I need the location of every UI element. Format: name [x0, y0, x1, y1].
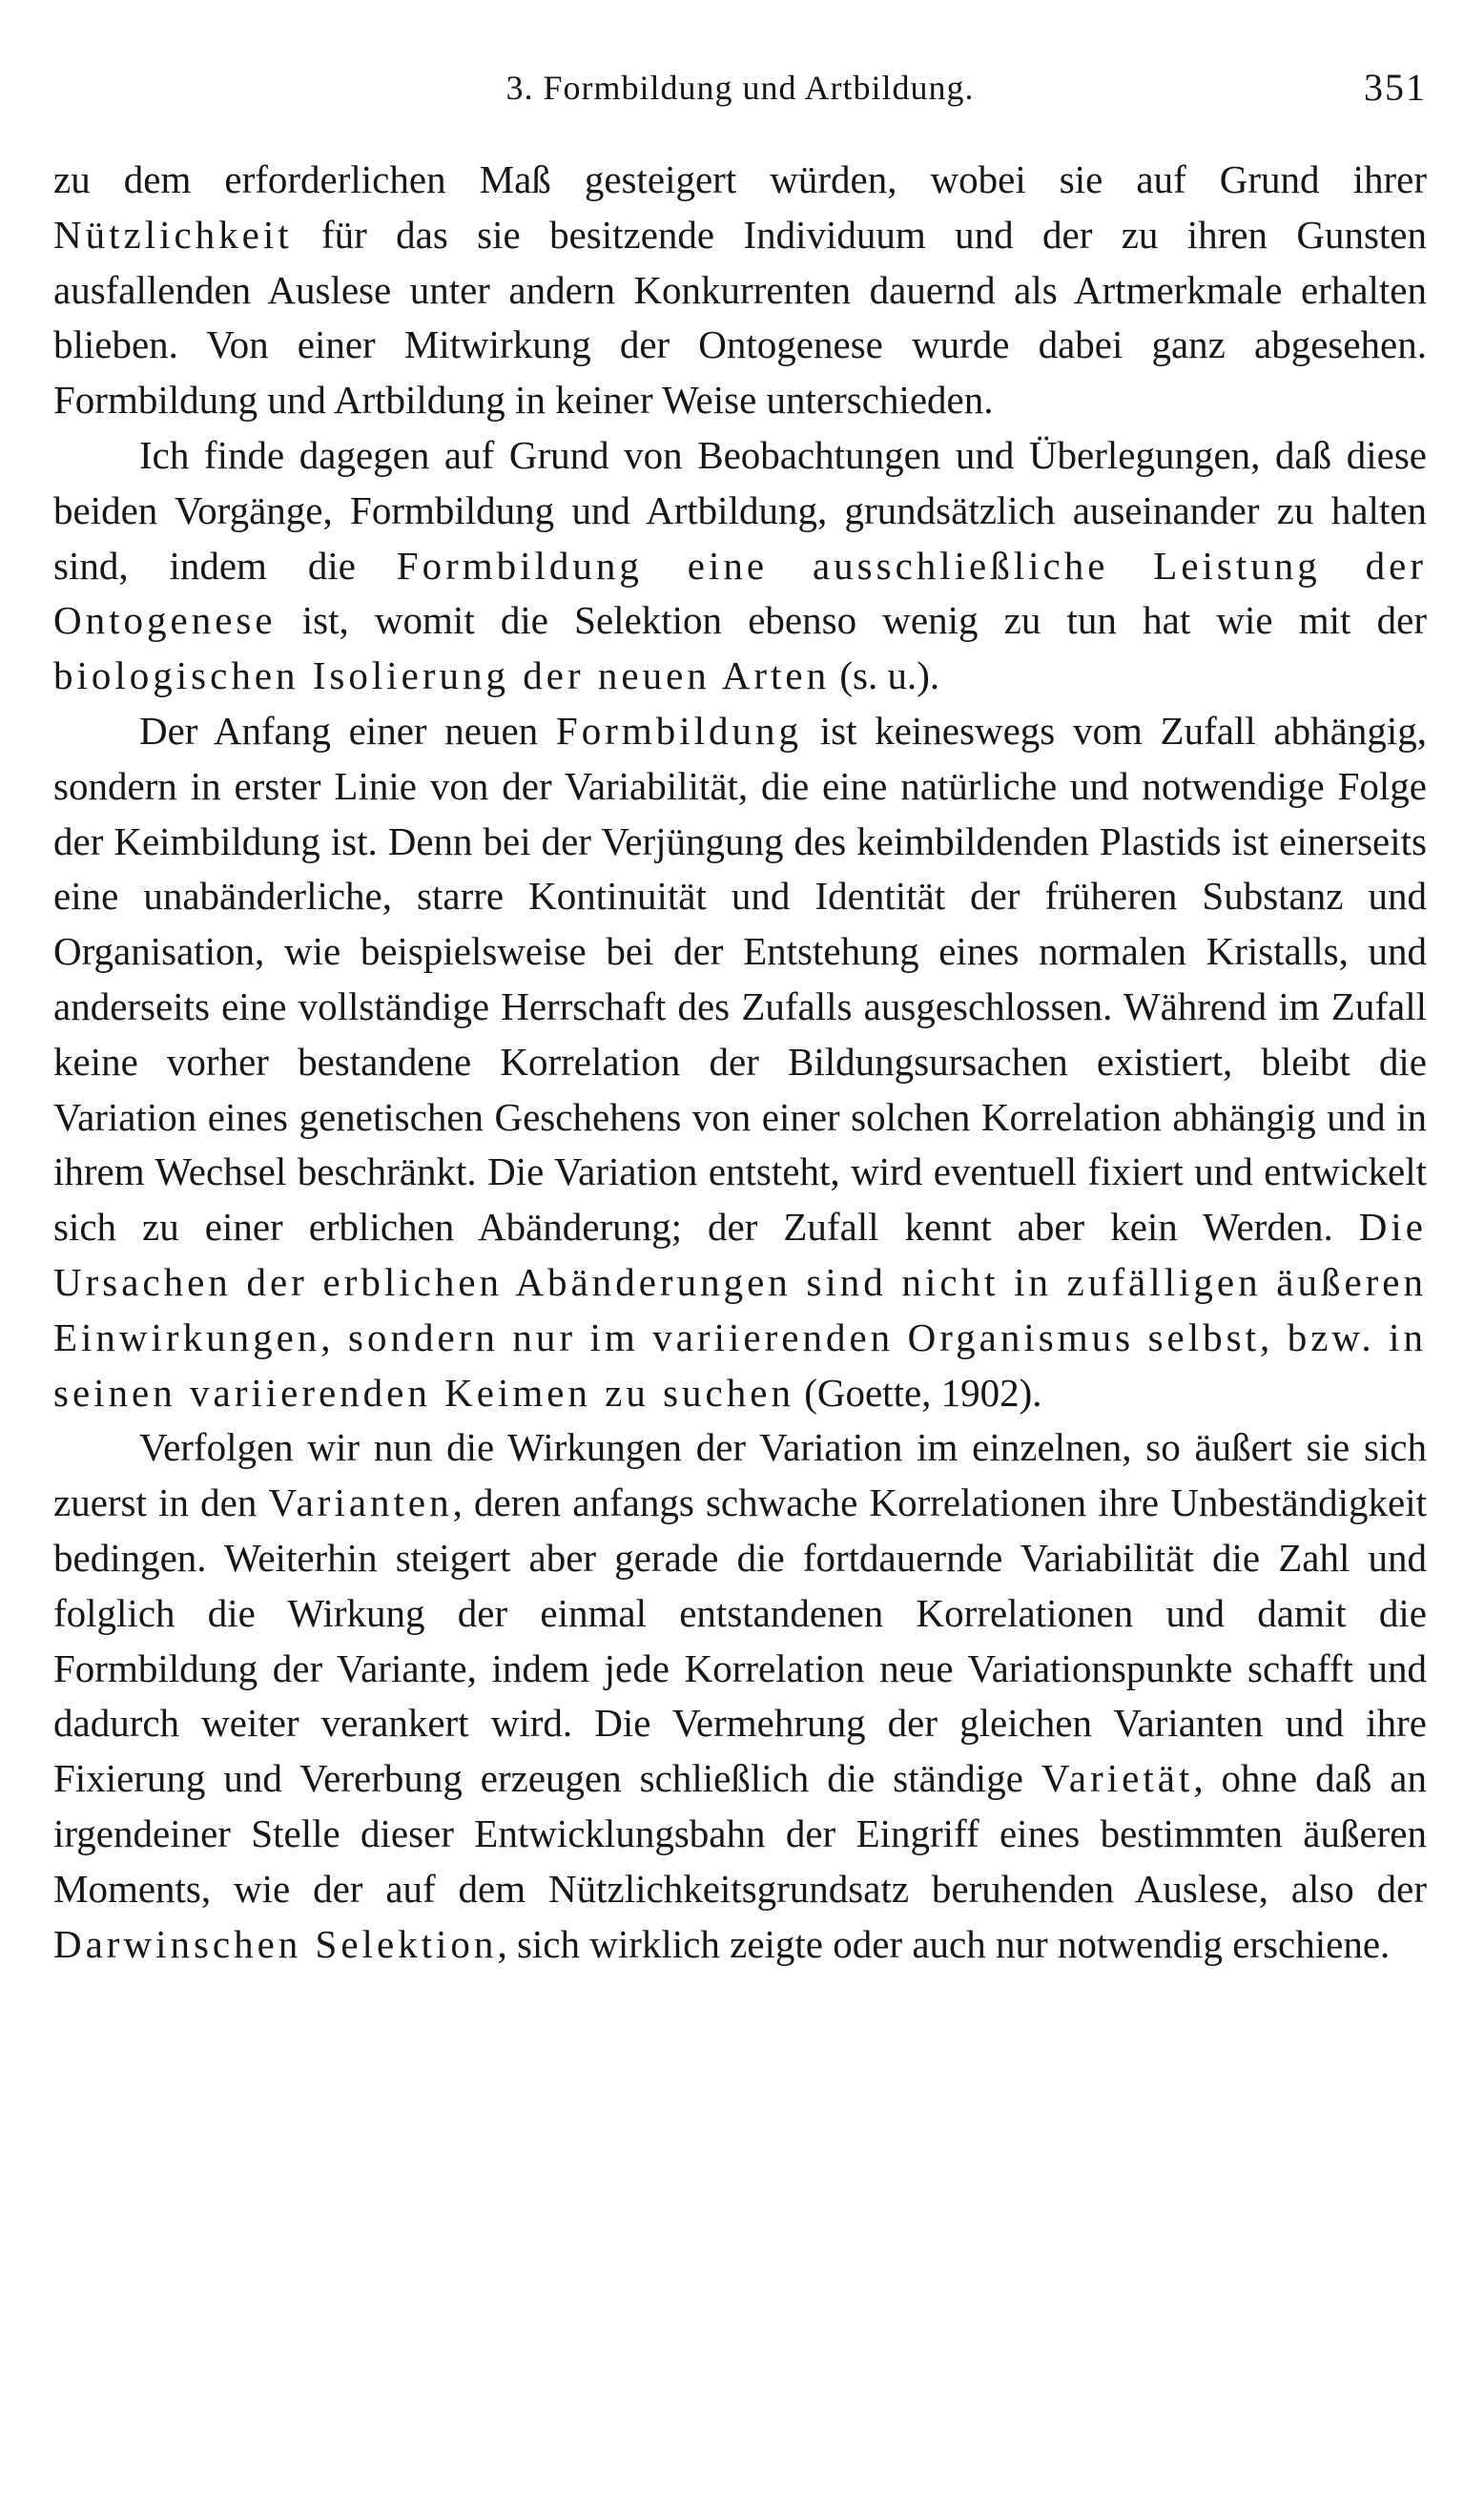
text-run: ist, womit die Selektion ebenso wenig zu tun hat wie mit der	[276, 598, 1427, 643]
text-run: Verfolgen wir nun die Wirkungen der Variation im einzelnen, so äußert sie sich zuerst in den	[53, 1425, 1427, 1525]
text-run: ist keineswegs vom Zufall abhängig, sondern in erster Linie von der Variabilität, die eine natürliche und notwendige Folge der Keimbildung ist. Denn bei der Verjüngung des keimbildenden Plastids ist einerseits eine unabänderliche, starre Kontinuität und Identität der früheren Substanz und Organisation, wie beispielsweise bei der Entstehung eines normalen Kristalls, und anderseits eine vollständige Herrschaft des Zufalls ausgeschlossen. Während im Zufall keine vorher bestandene Korrelation der Bildungsursachen existiert, bleibt die Variation eines genetischen Geschehens von einer solchen Korrelation abhängig und in ihrem Wechsel beschränkt. Die Variation entsteht, wird eventuell fixiert und entwickelt sich zu einer erblichen Abänderung; der Zufall kennt aber kein Werden.	[53, 708, 1427, 1250]
emphasized-text: Varianten	[268, 1480, 453, 1525]
text-run: Der Anfang einer neuen	[139, 708, 556, 753]
text-run: zu dem erforderlichen Maß gesteigert würden, wobei sie auf Grund ihrer	[53, 157, 1427, 201]
emphasized-text: Varietät	[1041, 1756, 1194, 1801]
text-run: , ohne daß an irgendeiner Stelle dieser Entwicklungsbahn der Eingriff eines bestimmten äußeren Moments, wie der auf dem Nützlichkeitsgrundsatz beruhenden Auslese, also der	[53, 1756, 1427, 1911]
emphasized-text: biologischen Isolierung der neuen Arten	[53, 653, 831, 698]
emphasized-text: Formbildung eine ausschließliche Leistung der Ontogenese	[53, 543, 1427, 643]
paragraph-1	[53, 153, 1427, 428]
text-run: , sich wirklich zeigte oder auch nur notwendig erschiene.	[497, 1921, 1391, 1966]
text-run: für das sie besitzende Individuum und der zu ihren Gunsten ausfallenden Auslese unter andern Konkurrenten dauernd als Artmerkmale erhalten blieben. Von einer Mitwirkung der Ontogenese wurde dabei ganz abgesehen. Formbildung und Artbildung in keiner Weise unterschieden.	[53, 212, 1427, 423]
paragraph-4	[53, 1420, 1427, 1972]
emphasized-text: Nützlichkeit	[53, 212, 293, 257]
emphasized-text: Darwinschen Selektion	[53, 1921, 498, 1966]
page-number: 351	[1364, 66, 1427, 109]
text-run: (s. u.).	[830, 653, 940, 698]
text-run: , deren anfangs schwache Korrelationen ihre Unbeständigkeit bedingen. Weiterhin steigert aber gerade die fortdauernde Variabilität die Zahl und folglich die Wirkung der einmal entstandenen Korrelationen und damit die Formbildung der Variante, indem jede Korrelation neue Variationspunkte schafft und dadurch weiter verankert wird. Die Vermehrung der gleichen Varianten und ihre Fixierung und Vererbung erzeugen schließlich die ständige	[53, 1480, 1428, 1801]
paragraph-2	[53, 428, 1427, 704]
text-run: Ich finde dagegen auf Grund von Beobachtungen und Überlegungen, daß diese beiden Vorgänge, Formbildung und Artbildung, grundsätzlich auseinander zu halten sind, indem die	[53, 432, 1427, 588]
text-run: (Goette, 1902).	[794, 1370, 1042, 1415]
running-title: 3. Formbildung und Artbildung.	[505, 69, 975, 107]
paragraph-3	[53, 704, 1427, 1420]
body-text	[53, 153, 1427, 1972]
emphasized-text: Formbildung	[555, 708, 803, 753]
running-header	[53, 59, 1427, 116]
emphasized-text: Die Ursachen der erblichen Abänderungen sind nicht in zufälligen äußeren Einwirkungen, sondern nur im variierenden Organismus selbst, bzw. in seinen variierenden Keimen zu suchen	[53, 1205, 1427, 1415]
